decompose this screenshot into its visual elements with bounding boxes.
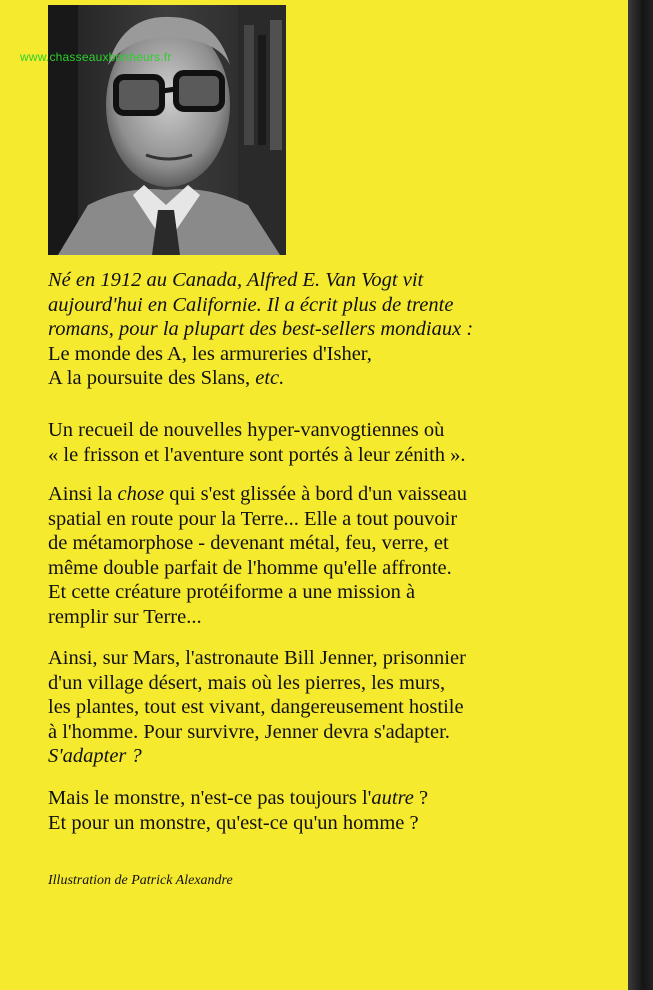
paragraph-line: Mais le monstre, n'est-ce pas toujours l'autre ? xyxy=(48,787,429,809)
paragraph-line: Ainsi, sur Mars, l'astronaute Bill Jenner, prisonnier xyxy=(48,647,466,669)
blurb-paragraph-2 xyxy=(48,482,608,629)
paragraph-line: Et cette créature protéiforme a une mission à xyxy=(48,581,416,603)
paragraph-line: de métamorphose - devenant métal, feu, verre, et xyxy=(48,532,449,554)
paragraph-line: les plantes, tout est vivant, dangereusement hostile xyxy=(48,696,464,718)
book-spine-edge xyxy=(628,0,653,990)
bio-line: Né en 1912 au Canada, Alfred E. Van Vogt vit xyxy=(48,269,424,291)
illustration-credit: Illustration de Patrick Alexandre xyxy=(48,873,233,888)
author-bio xyxy=(48,268,608,391)
paragraph-line: remplir sur Terre... xyxy=(48,605,202,628)
paragraph-line: Ainsi la chose qui s'est glissée à bord d'un vaisseau xyxy=(48,483,468,505)
website-watermark: www.chasseauxbonheurs.fr xyxy=(20,50,172,64)
bio-line: A la poursuite des Slans, etc. xyxy=(48,367,285,389)
paragraph-line: S'adapter ? xyxy=(48,745,142,767)
paragraph-line: Et pour un monstre, qu'est-ce qu'un homme ? xyxy=(48,811,419,834)
paragraph-line: à l'homme. Pour survivre, Jenner devra s'adapter. xyxy=(48,720,450,743)
paragraph-line: d'un village désert, mais où les pierres, les murs, xyxy=(48,671,446,694)
paragraph-line: Un recueil de nouvelles hyper-vanvogtiennes où xyxy=(48,419,445,441)
blurb-paragraph-3 xyxy=(48,646,608,769)
paragraph-line: « le frisson et l'aventure sont portés à leur zénith ». xyxy=(48,443,466,466)
paragraph-line: spatial en route pour la Terre... Elle a tout pouvoir xyxy=(48,507,458,530)
author-portrait-photo xyxy=(48,5,286,255)
bio-line: Le monde des A, les armureries d'Isher, xyxy=(48,342,372,365)
paragraph-line: même double parfait de l'homme qu'elle affronte. xyxy=(48,556,452,579)
blurb-paragraph-4 xyxy=(48,786,608,835)
bio-line: aujourd'hui en Californie. Il a écrit plus de trente xyxy=(48,293,454,316)
blurb-paragraph-1 xyxy=(48,418,608,467)
bio-line: romans, pour la plupart des best-sellers mondiaux : xyxy=(48,318,474,340)
